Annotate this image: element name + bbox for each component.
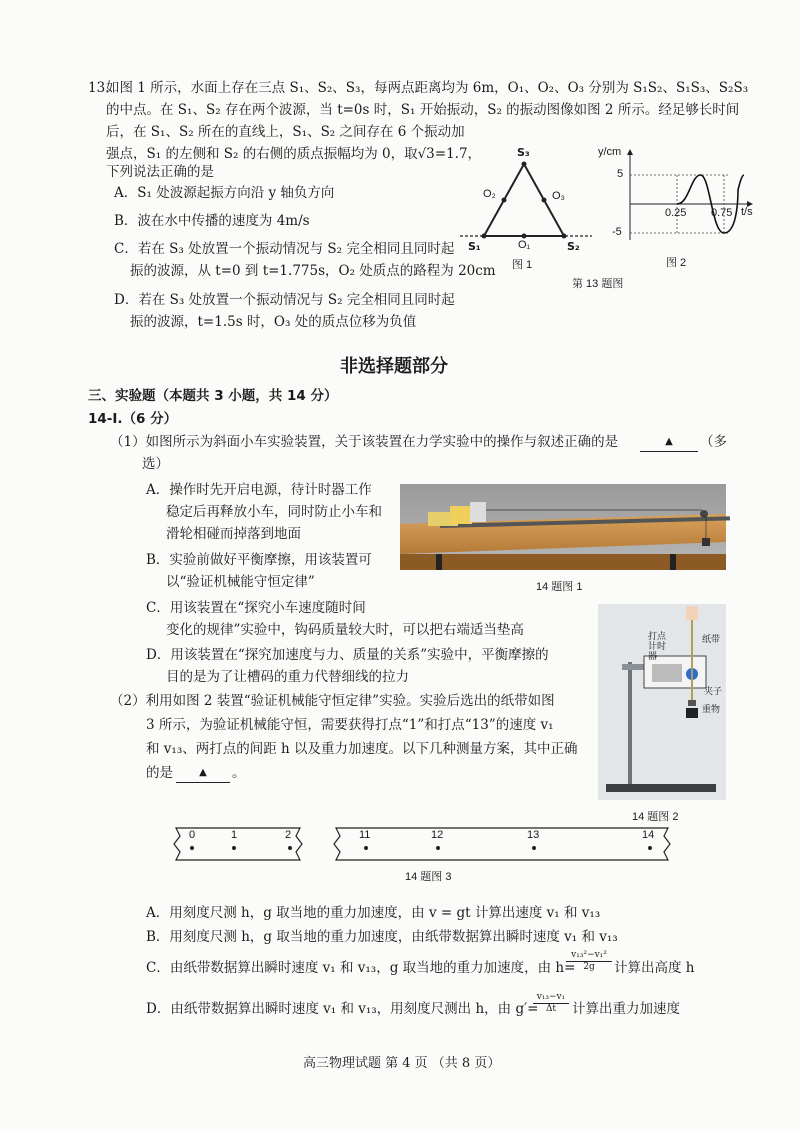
fig2-t2: 0.75 [711, 207, 733, 219]
tape-dot-0 [190, 846, 194, 850]
fig2-y-neg: -5 [612, 226, 622, 238]
q14-option-b-line1: B．实验前做好平衡摩擦，用该装置可 [146, 552, 372, 568]
q14-option-c-line1: C．用该装置在“探究小车速度随时间 [146, 600, 366, 616]
q13-option-b: B．波在水中传播的速度为 4m/s [114, 213, 310, 229]
q14-p2-answer-blank[interactable]: ▲ [176, 764, 230, 783]
fig1-label-s3: S₃ [517, 146, 530, 159]
part3-heading: 三、实验题（本题共 3 小题，共 14 分） [88, 388, 338, 404]
q13-option-c-line1: C．若在 S₃ 处放置一个振动情况与 S₂ 完全相同且同时起 [114, 241, 455, 257]
q13-fig-caption: 第 13 题图 [572, 278, 624, 290]
q13-number: 13. [88, 80, 110, 96]
q14-p2-option-d-end: 计算出重力加速度 [572, 1001, 680, 1017]
q14-fig3-caption: 14 题图 3 [405, 871, 452, 883]
q14-option-c-line2: 变化的规律”实验中，钩码质量较大时，可以把右端适当垫高 [166, 622, 524, 638]
q14-p2-option-b: B．用刻度尺测 h，g 取当地的重力加速度，由纸带数据算出瞬时速度 v₁ 和 v₁₃ [146, 929, 618, 945]
q14-p2-option-c-start: C．由纸带数据算出瞬时速度 v₁ 和 v₁₃，g 取当地的重力加速度，由 h= [146, 960, 576, 976]
tape-label-2: 2 [285, 829, 292, 841]
q14-p2-option-a: A．用刻度尺测 h，g 取当地的重力加速度，由 v = gt 计算出速度 v₁ 和 v₁₃ [146, 905, 601, 921]
tape-dot-14 [648, 846, 652, 850]
q13-option-c-line2: 振的波源，从 t=0 到 t=1.775s，O₂ 处质点的路程为 20cm [130, 263, 496, 279]
q14-p2-line1: （2）利用如图 2 装置“验证机械能守恒定律”实验。实验后选出的纸带如图 [110, 693, 555, 709]
q14-option-d-line2: 目的是为了让槽码的重力代替细线的拉力 [166, 669, 409, 685]
tape-label-12: 12 [431, 829, 444, 841]
q13-stem-line4: 强点，S₁ 的左侧和 S₂ 的右侧的质点振幅均为 0，取√3=1.7， [106, 146, 482, 162]
q13-stem-line5: 下列说法正确的是 [106, 164, 214, 180]
q13-fig2-graph [620, 140, 760, 250]
q14-option-d-line1: D．用该装置在“探究加速度与力、质量的关系”实验中，平衡摩擦的 [146, 647, 549, 663]
fig2-caption: 图 2 [666, 257, 687, 269]
q14-fig1-caption: 14 题图 1 [536, 581, 583, 593]
tape-dot-1 [232, 846, 236, 850]
q14-header: 14-Ⅰ.（6 分） [88, 411, 178, 427]
tape-dot-13 [532, 846, 536, 850]
q14-p1-line2: 选） [142, 456, 169, 472]
q14-option-a-line3: 滑轮相碰而掉落到地面 [166, 526, 301, 542]
q14-option-b-line2: 以“验证机械能守恒定律” [166, 574, 315, 590]
tape-label-14: 14 [642, 829, 655, 841]
q13-stem-line1: 如图 1 所示，水面上存在三点 S₁、S₂、S₃，每两点距离均为 6m，O₁、O₂、O₃ 分别为 S₁S₂、S₁S₃、S₂S₃ [106, 80, 749, 96]
fig1-caption: 图 1 [512, 259, 533, 271]
q14-p1-tail: （多 [700, 434, 727, 450]
tape-label-13: 13 [527, 829, 540, 841]
tape-dot-2 [288, 846, 292, 850]
fig1-label-s2: S₂ [567, 240, 580, 253]
q14-option-a-line1: A．操作时先开启电源，待计时器工作 [146, 482, 372, 498]
section-title: 非选择题部分 [340, 356, 448, 377]
q14-fig3-tape [170, 826, 670, 862]
fig2-xlabel: t/s [741, 206, 753, 218]
tape-dot-12 [436, 846, 440, 850]
q14-p1-line1: （1）如图所示为斜面小车实验装置，关于该装置在力学实验中的操作与叙述正确的是 [110, 434, 619, 450]
q13-option-d-line1: D．若在 S₃ 处放置一个振动情况与 S₂ 完全相同且同时起 [114, 292, 455, 308]
q14-p2-line4-end: 。 [232, 765, 246, 781]
q14-fig2-label-weight: 重物 [702, 704, 721, 714]
tape-label-0: 0 [189, 829, 196, 841]
tape-label-1: 1 [231, 829, 238, 841]
q14-fig2-caption: 14 题图 2 [632, 811, 679, 823]
q14-p2-line4-start: 的是 [146, 765, 173, 781]
q14-option-a-line2: 稳定后再释放小车，同时防止小车和 [166, 504, 382, 520]
q13-stem-line3: 后，在 S₁、S₂ 所在的直线上，S₁、S₂ 之间存在 6 个振动加 [106, 124, 465, 140]
fig2-ylabel: y/cm [598, 146, 622, 158]
q14-option-c-numerator: v₁₃²−v₁² [566, 950, 612, 962]
fig2-y-pos: 5 [617, 168, 624, 180]
fig1-label-s1: S₁ [468, 240, 481, 253]
q14-fig2-label-timer: 打点计时器 [648, 631, 667, 661]
q14-p2-option-c-end: 计算出高度 h [614, 960, 695, 976]
tape-label-11: 11 [359, 829, 371, 841]
q14-p2-line3: 和 v₁₃、两打点的间距 h 以及重力加速度。以下几种测量方案，其中正确 [146, 741, 578, 757]
q14-option-d-numerator: v₁₃−v₁ [533, 992, 569, 1004]
q14-fig2-label-tape: 纸带 [702, 634, 721, 644]
tape-dot-11 [364, 846, 368, 850]
q13-stem-line2: 的中点。在 S₁、S₂ 存在两个波源，当 t=0s 时，S₁ 开始振动，S₂ 的振动图像如图 2 所示。经足够长时间 [106, 102, 740, 118]
q14-p2-line2: 3 所示，为验证机械能守恒，需要获得打点“1”和打点“13”的速度 v₁ [146, 717, 554, 733]
q13-option-a: A．S₁ 处波源起振方向沿 y 轴负方向 [114, 185, 335, 201]
q13-option-d-line2: 振的波源，t=1.5s 时，O₃ 处的质点位移为负值 [130, 314, 417, 330]
q14-p1-answer-blank[interactable]: ▲ [640, 433, 698, 452]
fig1-label-o3: O₃ [552, 190, 566, 202]
q14-option-d-denominator: Δt [545, 1004, 557, 1014]
q14-fig1-cart-photo [400, 484, 726, 570]
q14-option-c-denominator: 2g [583, 962, 595, 972]
q14-p2-option-d-start: D．由纸带数据算出瞬时速度 v₁ 和 v₁₃，用刻度尺测出 h，由 g′= [146, 1001, 539, 1017]
q14-fig2-label-clip: 夹子 [704, 686, 723, 696]
fig2-t1: 0.25 [665, 207, 687, 219]
fig1-label-o2: O₂ [483, 188, 496, 200]
page-footer: 高三物理试题 第 4 页 （共 8 页） [303, 1056, 501, 1071]
fig1-label-o1: O₁ [518, 239, 531, 251]
